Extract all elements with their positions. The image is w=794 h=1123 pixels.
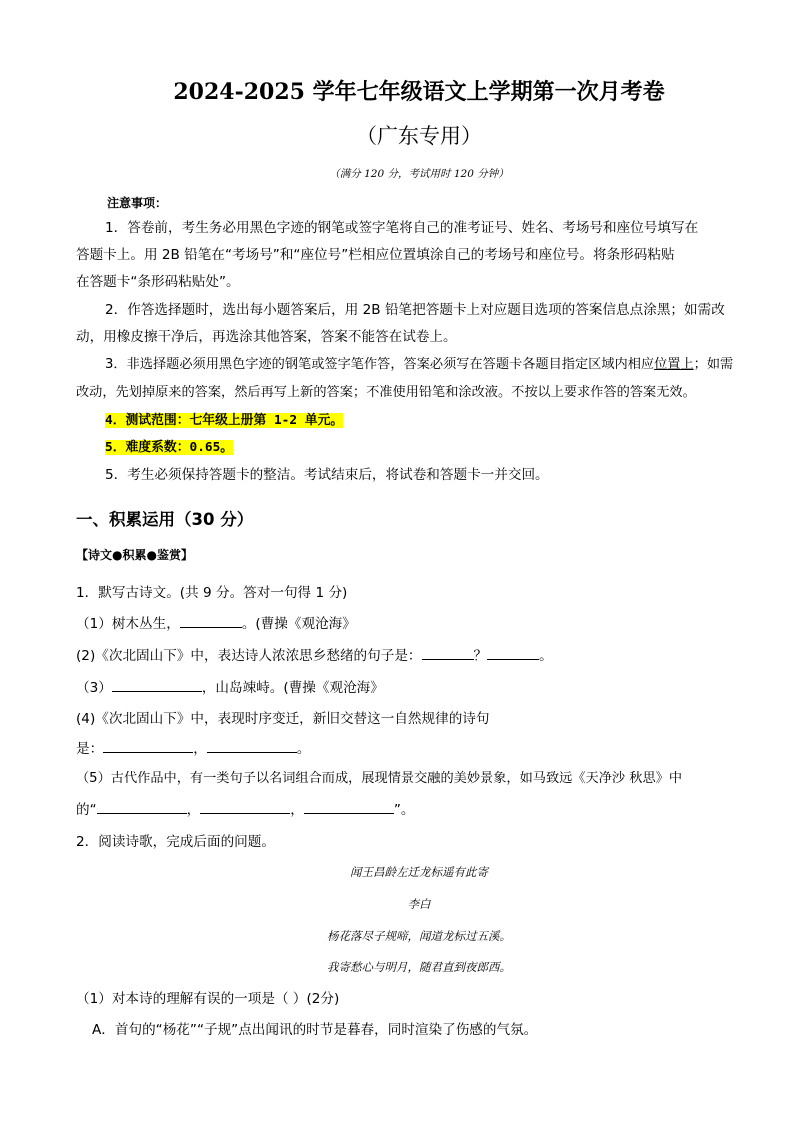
section-1-title: 一、积累运用（30 分） xyxy=(76,510,254,529)
poem-line-2: 我寄愁心与明月，随君直到夜郎西。 xyxy=(327,960,511,974)
notes-heading: 注意事项： xyxy=(107,196,168,210)
note-1-line-2: 答题卡上。用 2B 铅笔在“考场号”和“座位号”栏相应位置填涂自己的考场号和座位号。将条形码粘贴 xyxy=(76,247,675,263)
note-3-line-2: 改动，先划掉原来的答案，然后再写上新的答案；不准使用铅笔和涂改液。不按以上要求作答的答案无效。 xyxy=(76,385,696,400)
note-2-line-1: 2．作答选择题时，选出每小题答案后，用 2B 铅笔把答题卡上对应题目选项的答案信息点涂黑；如需改 xyxy=(105,302,725,318)
note-1-line-1: 1．答卷前，考生务必用黑色字迹的钢笔或签字笔将自己的准考证号、姓名、考场号和座位号填写在 xyxy=(105,220,699,236)
note-2-line-2: 动，用橡皮擦干净后，再选涂其他答案，答案不能答在试卷上。 xyxy=(76,329,457,345)
answer-blank[interactable] xyxy=(200,799,290,814)
answer-blank[interactable] xyxy=(487,645,539,660)
question-1-1: （1）树木丛生， 。(曹操《观沧海》 xyxy=(76,613,356,634)
note-4-highlight: 4．测试范围：七年级上册第 1-2 单元。 xyxy=(105,413,344,428)
question-1: 1．默写古诗文。(共 9 分。答对一句得 1 分) xyxy=(76,585,348,601)
question-1-4: (4)《次北固山下》中，表现时序变迁，新旧交替这一自然规律的诗句 xyxy=(76,711,490,727)
question-2-1: （1）对本诗的理解有误的一项是（ ）(2分) xyxy=(76,991,340,1007)
question-2: 2．阅读诗歌，完成后面的问题。 xyxy=(76,834,275,850)
question-1-5-answer: 的“ ， ， ”。 xyxy=(76,799,414,820)
poem-author: 李白 xyxy=(407,897,431,911)
note-5-highlight: 5．难度系数：0.65。 xyxy=(105,440,234,455)
question-1-3: （3） ，山岛竦峙。(曹操《观沧海》 xyxy=(76,677,384,698)
note-3-line-1: 3．非选择题必须用黑色字迹的钢笔或签字笔作答，答案必须写在答题卡各题目指定区域内相应位置上；如需 xyxy=(105,357,734,372)
answer-blank[interactable] xyxy=(97,799,187,814)
note-1-line-3: 在答题卡“条形码粘贴处”。 xyxy=(76,274,240,290)
answer-blank[interactable] xyxy=(103,738,193,753)
page-subtitle: （广东专用） xyxy=(356,124,482,148)
poem-line-1: 杨花落尽子规啼，闻道龙标过五溪。 xyxy=(327,929,511,943)
answer-blank[interactable] xyxy=(207,738,297,753)
answer-blank[interactable] xyxy=(180,613,242,628)
question-1-4-answer: 是： ， 。 xyxy=(76,738,310,759)
note-5-difficulty xyxy=(105,437,233,458)
section-1-subhead: 【诗文●积累●鉴赏】 xyxy=(76,548,193,562)
question-1-2: (2)《次北固山下》中，表达诗人浓浓思乡愁绪的句子是： ？ 。 xyxy=(76,645,553,666)
answer-blank[interactable] xyxy=(422,645,474,660)
page-title: 2024-2025 学年七年级语文上学期第一次月考卷 xyxy=(173,79,665,105)
note-4 xyxy=(105,410,343,431)
answer-blank[interactable] xyxy=(304,799,394,814)
exam-meta: （满分 120 分，考试用时 120 分钟） xyxy=(329,168,509,180)
question-2-1-option-a: A．首句的“杨花”“子规”点出闻讯的时节是暮春，同时渲染了伤感的气氛。 xyxy=(92,1022,538,1038)
note-5: 5．考生必须保持答题卡的整洁。考试结束后，将试卷和答题卡一并交回。 xyxy=(105,467,549,483)
question-1-5: （5）古代作品中，有一类句子以名词组合而成，展现情景交融的美妙景象，如马致远《天净沙 秋思》中 xyxy=(76,771,683,786)
answer-blank[interactable] xyxy=(112,677,202,692)
poem-title: 闻王昌龄左迁龙标遥有此寄 xyxy=(350,865,488,879)
